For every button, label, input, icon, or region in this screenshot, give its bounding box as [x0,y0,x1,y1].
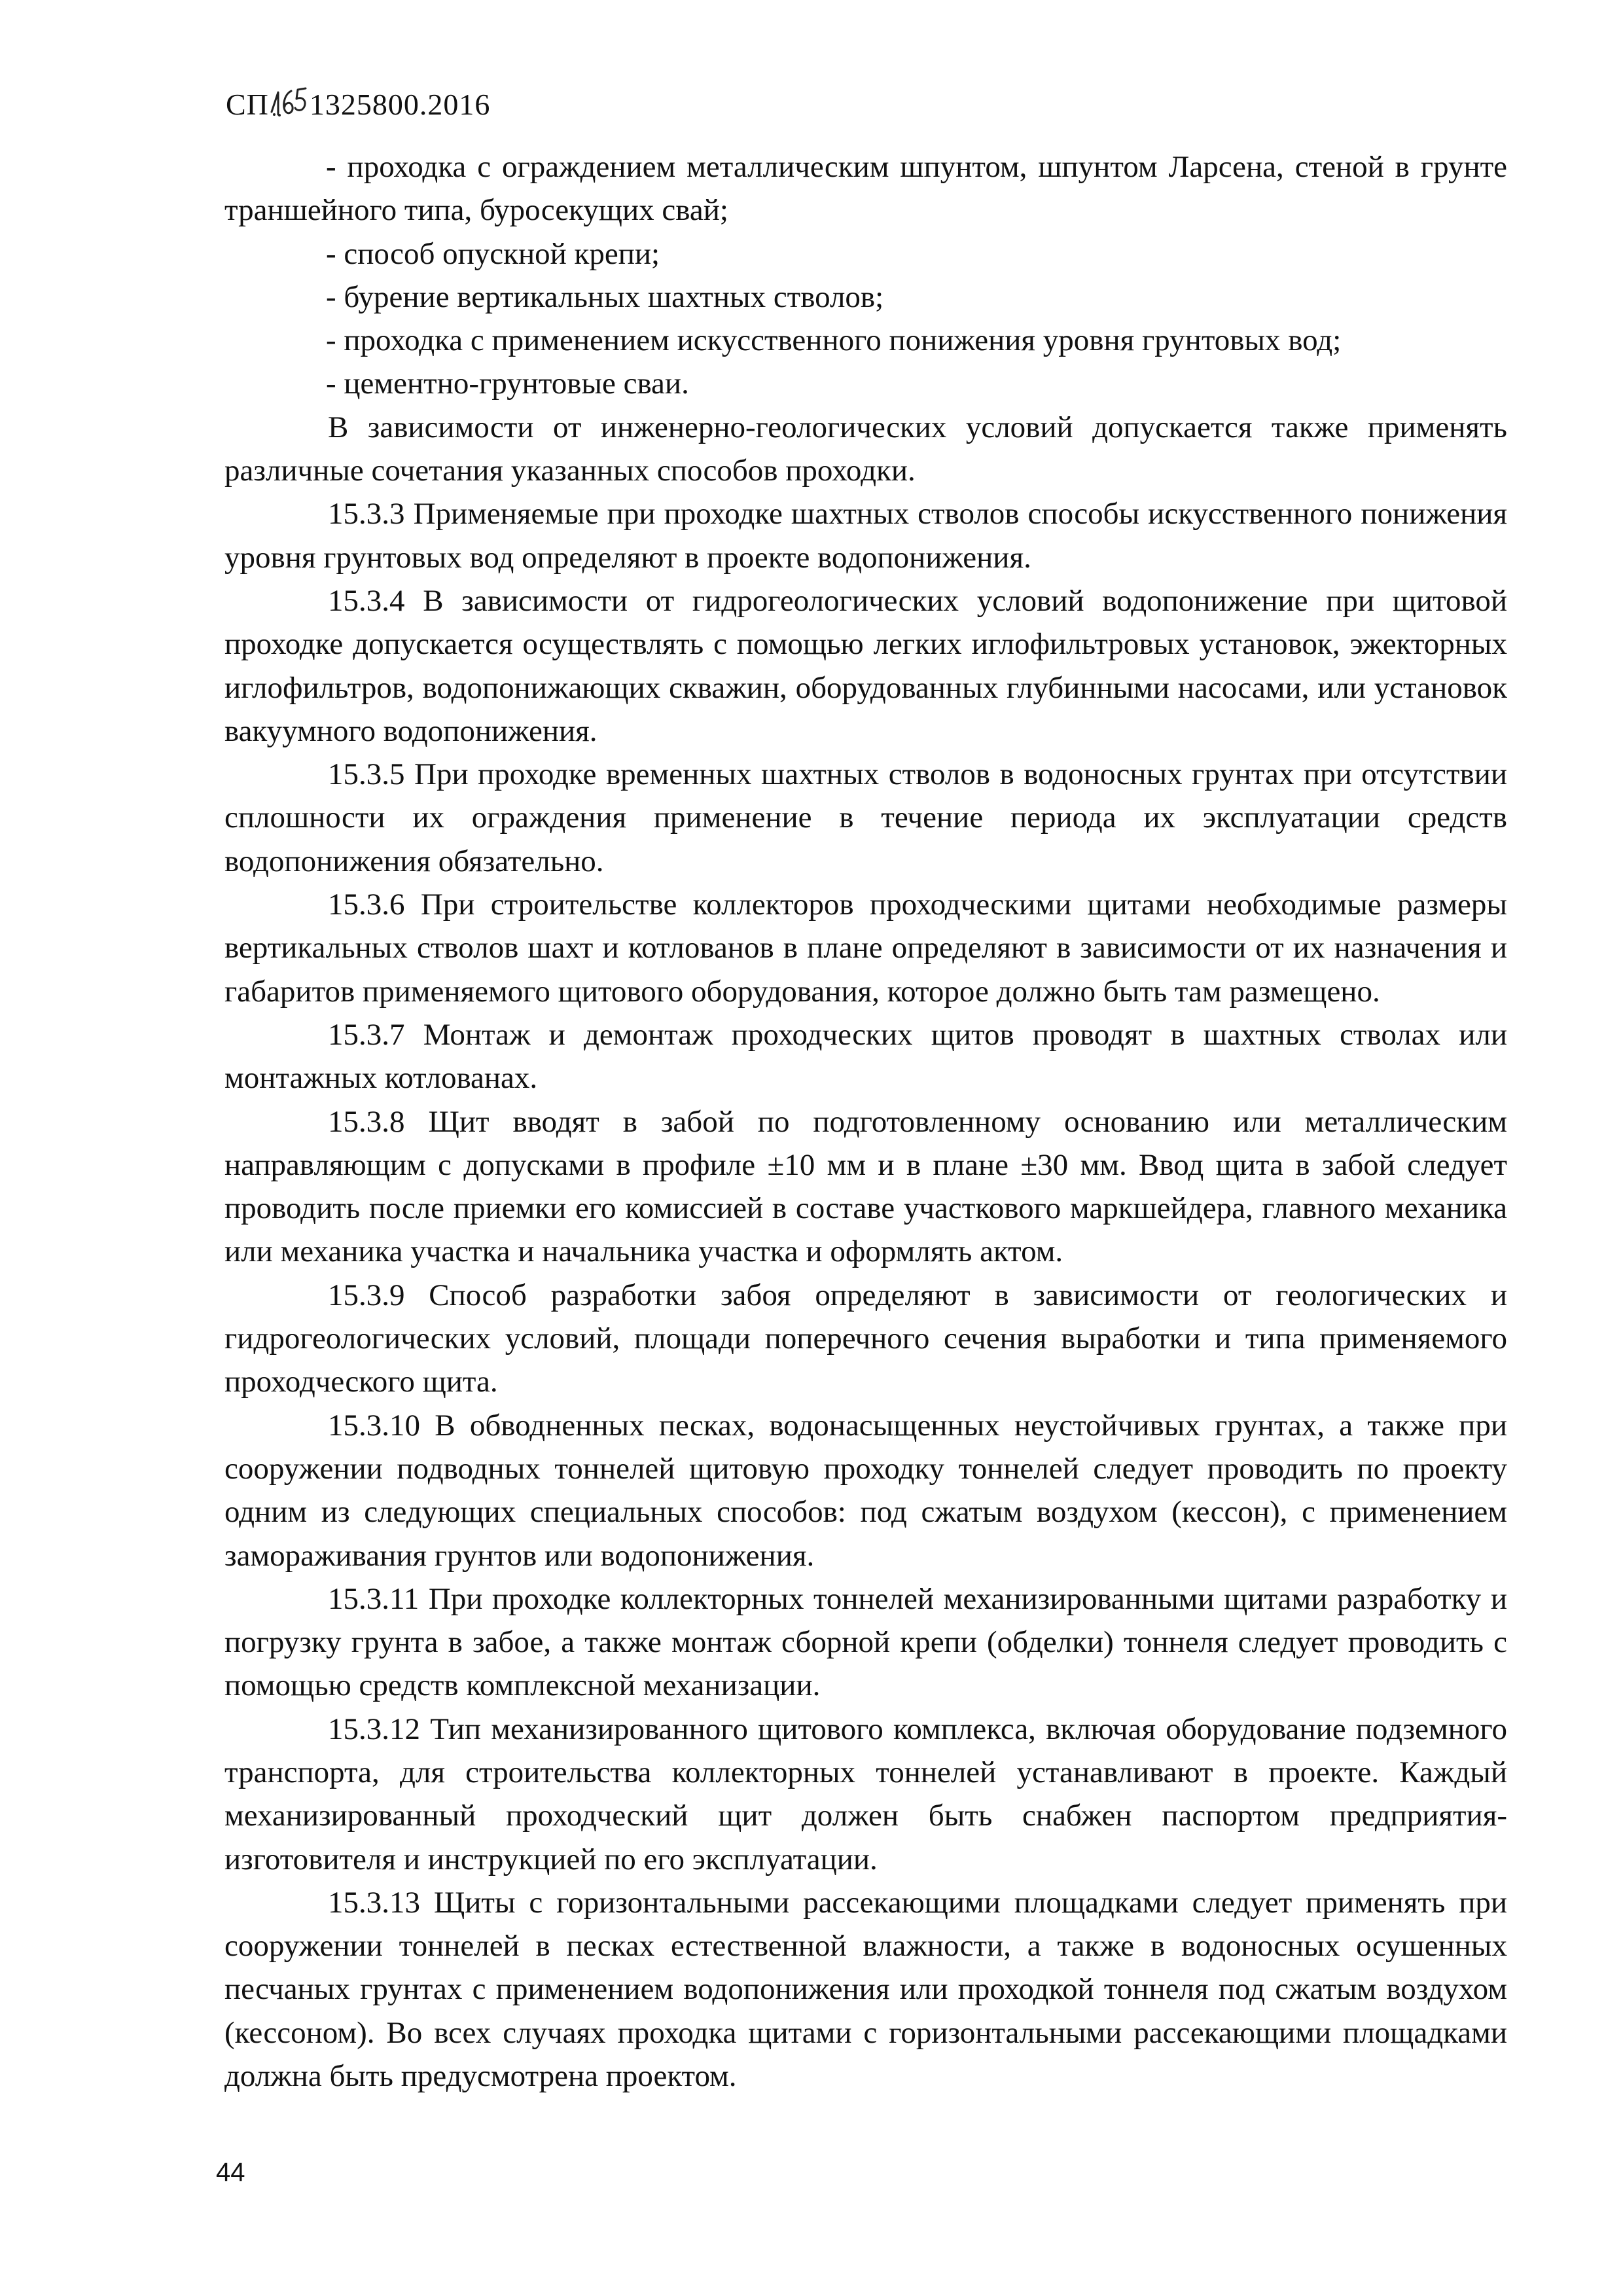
clause-15-3-12: 15.3.12 Тип механизированного щитового комплекса, включая оборудование подземного транспорта, для строительства коллекторных тоннелей устанавливают в проекте. Каждый механизированный проходческий щит должен быть снабжен паспортом предприятия-изготовителя и инструкцией по его эксплуатации. [224,1712,1507,1876]
document-code-number: 1325800.2016 [309,88,491,121]
clause-15-3-7: 15.3.7 Монтаж и демонтаж проходческих щитов проводят в шахтных стволах или монтажных котлованах. [224,1017,1507,1096]
paragraph: В зависимости от инженерно-геологических условий допускается также применять различные сочетания указанных способов проходки. [224,410,1507,488]
handwritten-number-mark [269,86,310,117]
clause-15-3-11: 15.3.11 При проходке коллекторных тоннелей механизированными щитами разработку и погрузку грунта в забое, а также монтаж сборной крепи (обделки) тоннеля следует проводить с помощью средств комплексной механизации. [224,1581,1507,1703]
list-item: - проходка с применением искусственного понижения уровня грунтовых вод; [326,323,1342,358]
list-item: - проходка с ограждением металлическим шпунтом, шпунтом Ларсена, стеной в грунте траншейного типа, буросекущих свай; [224,150,1507,228]
clause-15-3-10: 15.3.10 В обводненных песках, водонасыщенных неустойчивых грунтах, а также при сооружении подводных тоннелей щитовую проходку тоннелей следует проводить по проекту одним из следующих специальных способов: под сжатым воздухом (кессон), с применением замораживания грунтов или водопонижения. [224,1408,1507,1573]
clause-15-3-8: 15.3.8 Щит вводят в забой по подготовленному основанию или металлическим направляющим с допусками в профиле ±10 мм и в плане ±30 мм. Ввод щита в забой следует проводить после приемки его комиссией в составе участкового маркшейдера, главного механика или механика участка и начальника участка и оформлять актом. [224,1104,1507,1269]
clause-15-3-4: 15.3.4 В зависимости от гидрогеологических условий водопонижение при щитовой проходке допускается осуществлять с помощью легких иглофильтровых установок, эжекторных иглофильтров, водопонижающих скважин, оборудованных глубинными насосами, или установок вакуумного водопонижения. [224,583,1507,748]
list-item: - цементно-грунтовые сваи. [326,367,689,401]
document-body [224,145,1507,2098]
list-item: - бурение вертикальных шахтных стволов; [326,279,884,314]
clause-15-3-9: 15.3.9 Способ разработки забоя определяют в зависимости от геологических и гидрогеологических условий, площади поперечного сечения выработки и типа применяемого проходческого щита. [224,1278,1507,1399]
page-number: 44 [216,2158,245,2187]
clause-15-3-5: 15.3.5 При проходке временных шахтных стволов в водоносных грунтах при отсутствии сплошности их ограждения применение в течение периода их эксплуатации средств водопонижения обязательно. [224,757,1507,878]
document-code [226,85,490,124]
document-code-prefix: СП [226,88,269,121]
clause-15-3-6: 15.3.6 При строительстве коллекторов проходческими щитами необходимые размеры вертикальных стволов шахт и котлованов в плане определяют в зависимости от их назначения и габаритов применяемого щитового оборудования, которое должно быть там размещено. [224,888,1507,1009]
clause-15-3-13: 15.3.13 Щиты с горизонтальными рассекающими площадками следует применять при сооружении тоннелей в песках естественной влажности, а также в водоносных осушенных песчаных грунтах с применением водопонижения или проходкой тоннеля под сжатым воздухом (кессоном). Во всех случаях проходка щитами с горизонтальными рассекающими площадками должна быть предусмотрена проектом. [224,1885,1507,2094]
clause-15-3-3: 15.3.3 Применяемые при проходке шахтных стволов способы искусственного понижения уровня грунтовых вод определяют в проекте водопонижения. [224,497,1507,575]
list-item: - способ опускной крепи; [326,236,660,271]
